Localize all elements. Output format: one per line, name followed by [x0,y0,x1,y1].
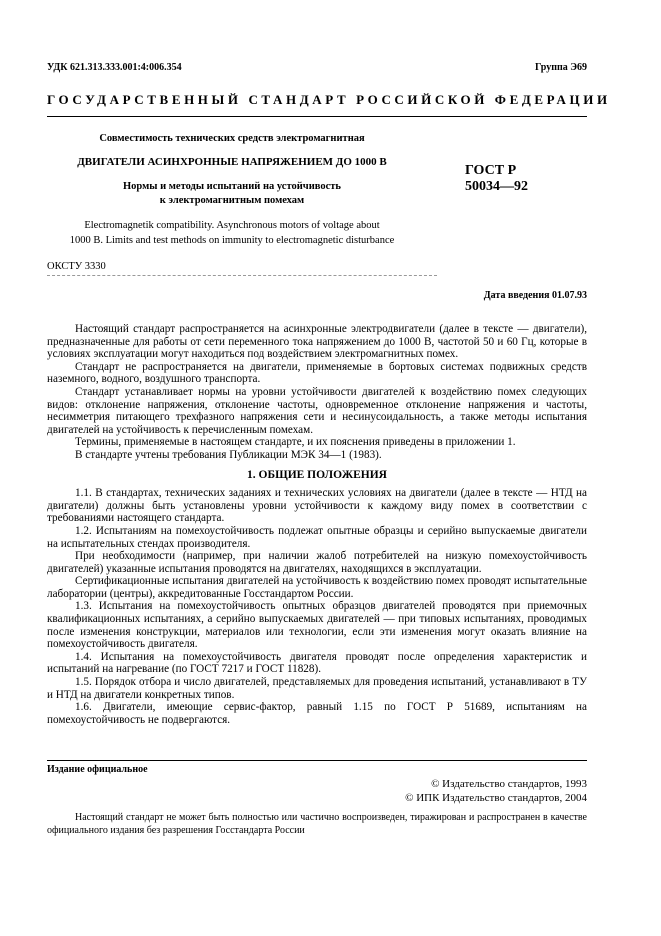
intro-date: Дата введения 01.07.93 [483,290,587,301]
section-paragraph: 1.1. В стандартах, технических заданиях и технических условиях на двигатели (далее в тексте — НТД на двигатели) должны быть установлены уровни устойчивости к каждому виду помех в соответствии с требованиями настоящего стандарта. [47,487,587,525]
state-standard-title: ГОСУДАРСТВЕННЫЙ СТАНДАРТ РОССИЙСКОЙ ФЕДЕРАЦИИ [47,92,611,107]
copyright-2004: © ИПК Издательство стандартов, 2004 [405,792,587,804]
group-code: Группа Э69 [535,62,587,73]
top-divider [47,116,587,117]
title-main: ДВИГАТЕЛИ АСИНХРОННЫЕ НАПРЯЖЕНИЕМ ДО 1000 В [77,156,387,168]
footer-divider [47,760,587,761]
section-paragraph: 1.6. Двигатели, имеющие сервис-фактор, равный 1.15 по ГОСТ Р 51689, испытаниям на помехоустойчивость не подвергаются. [47,701,587,726]
section-paragraph: При необходимости (например, при наличии жалоб потребителей на низкую помехоустойчивость двигателей) указанные испытания проводятся на двигателях, находящихся в эксплуатации. [47,550,587,575]
title-subtitle-1: Нормы и методы испытаний на устойчивость [123,181,341,192]
gost-label: ГОСТ Р [465,163,517,178]
okstu-code: ОКСТУ 3330 [47,261,106,272]
title-compatibility: Совместимость технических средств электромагнитная [99,133,365,144]
okstu-divider [47,275,437,276]
title-subtitle-2: к электромагнитным помехам [159,195,305,206]
section-title: 1. ОБЩИЕ ПОЛОЖЕНИЯ [247,468,387,481]
section-paragraph: 1.5. Порядок отбора и число двигателей, представляемых для проведения испытаний, устанавливают в ТУ и НТД на двигатели конкретных типов. [47,676,587,701]
official-edition: Издание официальное [47,764,148,775]
section-paragraph: Сертификационные испытания двигателей на устойчивость к воздействию помех проводят испытательные лаборатории (центры), аккредитованные Госстандартом России. [47,575,587,600]
document-body [47,323,587,726]
intro-paragraph: Термины, применяемые в настоящем стандарте, и их пояснения приведены в приложении 1. [75,436,516,449]
intro-paragraph: Стандарт устанавливает нормы на уровни устойчивости двигателей к воздействию помех следующих видов: отклонение напряжения, отклонение частоты, одновременное отклонение напряжения и частоты, несимметрия питающего трехфазного напряжения сети и несинусоидальность, а также методы испытания двигателей на устойчивость к перечисленным помехам. [47,385,587,436]
section-paragraph: 1.3. Испытания на помехоустойчивость опытных образцов двигателей проводятся при приемочных квалификационных испытаниях, а серийно выпускаемых двигателей — при типовых испытаниях, проводимых после изменения конструкции, материалов или технологии, если эти изменения могут оказать влияние на помехоустойчивость двигателя. [47,600,587,651]
intro-paragraph: В стандарте учтены требования Публикации МЭК 34—1 (1983). [75,448,382,461]
reproduction-notice: Настоящий стандарт не может быть полностью или частично воспроизведен, тиражирован и распространен в качестве официального издания без разрешения Госстандарта России [47,812,587,836]
intro-paragraph: Стандарт не распространяется на двигатели, применяемые в бортовых системах подвижных средств наземного, водного, воздушного транспорта. [47,360,587,386]
gost-number: 50034—92 [465,179,528,194]
intro-paragraph: Настоящий стандарт распространяется на асинхронные электродвигатели (далее в тексте — двигатели), предназначенные для работы от сети переменного тока напряжением до 1000 В, частотой 50 и 60 Гц, которые в условиях эксплуатации могут находиться под воздействием электромагнитных помех. [47,323,587,361]
udk-code: УДК 621.313.333.001:4:006.354 [47,62,182,73]
title-english-2: 1000 B. Limits and test methods on immunity to electromagnetic disturbance [69,235,395,246]
title-english-1: Electromagnetik compatibility. Asynchronous motors of voltage about [84,220,380,231]
section-paragraph: 1.2. Испытаниям на помехоустойчивость подлежат опытные образцы и серийно выпускаемые двигатели на испытательных стендах производителя. [47,524,587,550]
section-paragraph: 1.4. Испытания на помехоустойчивость двигателя проводят после определения характеристик и испытаний на нагревание (по ГОСТ 7217 и ГОСТ 11828). [47,650,587,676]
copyright-1993: © Издательство стандартов, 1993 [431,778,587,790]
